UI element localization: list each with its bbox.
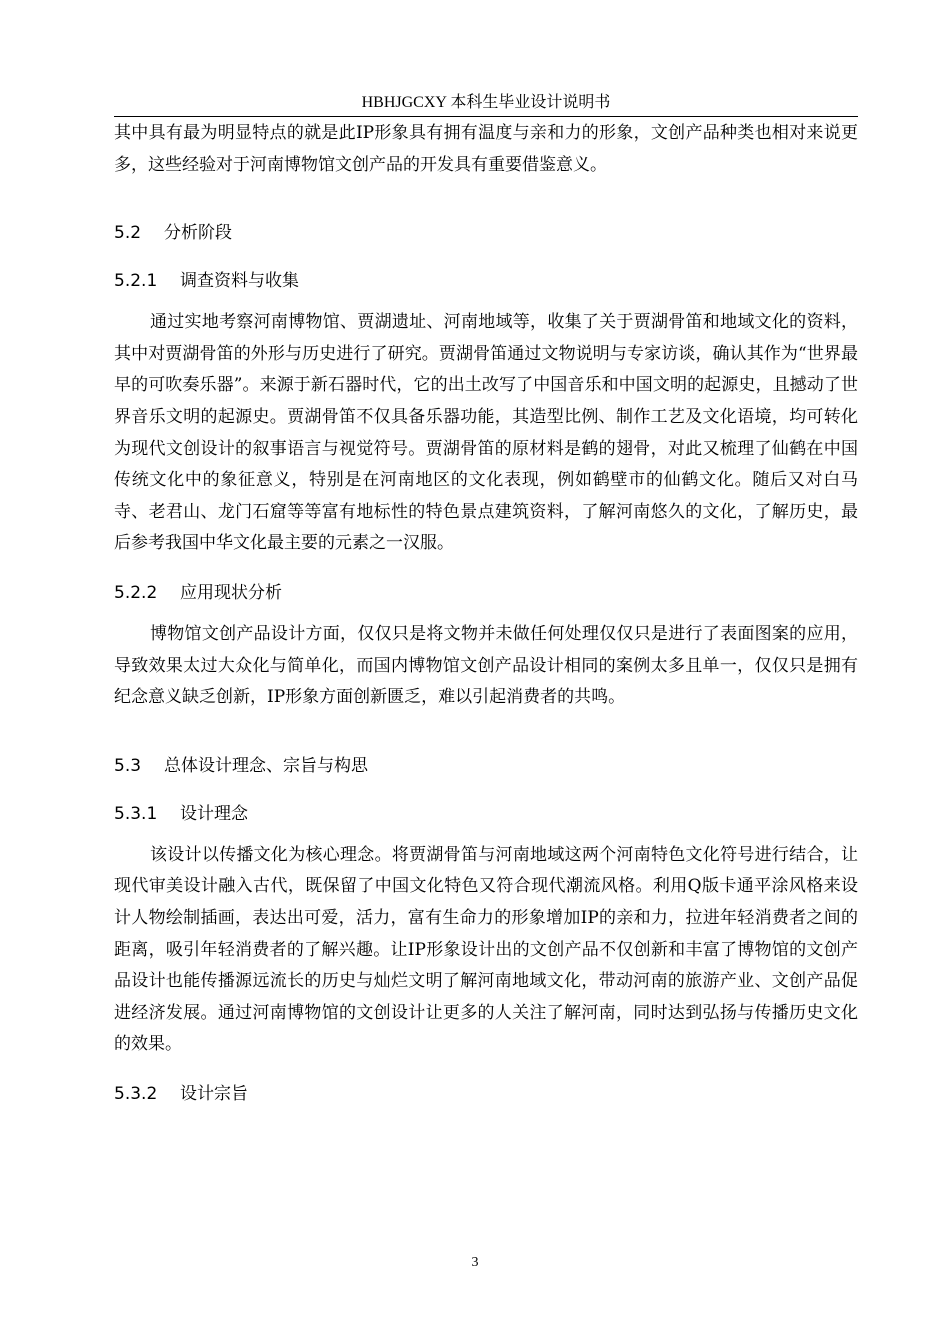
section-number: 5.2.2	[114, 582, 158, 603]
section-heading-5-2-2	[114, 579, 858, 607]
section-title: 应用现状分析	[180, 582, 282, 603]
section-title: 设计宗旨	[180, 1083, 248, 1104]
section-number: 5.3.1	[114, 803, 158, 824]
section-title: 设计理念	[180, 803, 248, 824]
header-divider	[114, 116, 858, 117]
section-number: 5.3	[114, 755, 142, 776]
section-heading-5-2-1	[114, 267, 858, 295]
section-number: 5.2	[114, 223, 142, 244]
section-title: 分析阶段	[164, 223, 232, 244]
document-body	[114, 118, 858, 1108]
section-heading-5-2	[114, 219, 858, 247]
paragraph-5-2-1: 通过实地考察河南博物馆、贾湖遗址、河南地域等，收集了关于贾湖骨笛和地域文化的资料，其中对贾湖骨笛的外形与历史进行了研究。贾湖骨笛通过文物说明与专家访谈，确认其作为“世界最早的可吹奏乐器”。来源于新石器时代，它的出土改写了中国音乐和中国文明的起源史，且撼动了世界音乐文明的起源史。贾湖骨笛不仅具备乐器功能，其造型比例、制作工艺及文化语境，均可转化为现代文创设计的叙事语言与视觉符号。贾湖骨笛的原材料是鹤的翅骨，对此又梳理了仙鹤在中国传统文化中的象征意义，特别是在河南地区的文化表现，例如鹤壁市的仙鹤文化。随后又对白马寺、老君山、龙门石窟等等富有地标性的特色景点建筑资料，了解河南悠久的文化，了解历史，最后参考我国中华文化最主要的元素之一汉服。	[114, 312, 858, 554]
paragraph-5-3-1: 该设计以传播文化为核心理念。将贾湖骨笛与河南地域这两个河南特色文化符号进行结合，让现代审美设计融入古代，既保留了中国文化特色又符合现代潮流风格。利用Q版卡通平涂风格来设计人物绘制插画，表达出可爱，活力，富有生命力的形象增加IP的亲和力，拉进年轻消费者之间的距离，吸引年轻消费者的了解兴趣。让IP形象设计出的文创产品不仅创新和丰富了博物馆的文创产品设计也能传播源远流长的历史与灿烂文明了解河南地域文化，带动河南的旅游产业、文创产品促进经济发展。通过河南博物馆的文创设计让更多的人关注了解河南，同时达到弘扬与传播历史文化的效果。	[114, 844, 858, 1055]
section-title: 调查资料与收集	[180, 271, 299, 292]
section-number: 5.2.1	[114, 271, 158, 292]
page-number: 3	[471, 1255, 479, 1270]
section-heading-5-3-2	[114, 1080, 858, 1108]
page-header: HBHJGCXY 本科生毕业设计说明书	[361, 94, 611, 111]
section-number: 5.3.2	[114, 1083, 158, 1104]
intro-paragraph: 其中具有最为明显特点的就是此IP形象具有拥有温度与亲和力的形象，文创产品种类也相对来说更多，这些经验对于河南博物馆文创产品的开发具有重要借鉴意义。	[114, 123, 858, 175]
section-heading-5-3-1	[114, 800, 858, 828]
paragraph-5-2-2: 博物馆文创产品设计方面，仅仅只是将文物并未做任何处理仅仅只是进行了表面图案的应用，导致效果太过大众化与简单化，而国内博物馆文创产品设计相同的案例太多且单一，仅仅只是拥有纪念意义缺乏创新，IP形象方面创新匮乏，难以引起消费者的共鸣。	[114, 623, 858, 708]
section-heading-5-3	[114, 752, 858, 780]
section-title: 总体设计理念、宗旨与构思	[164, 755, 368, 776]
